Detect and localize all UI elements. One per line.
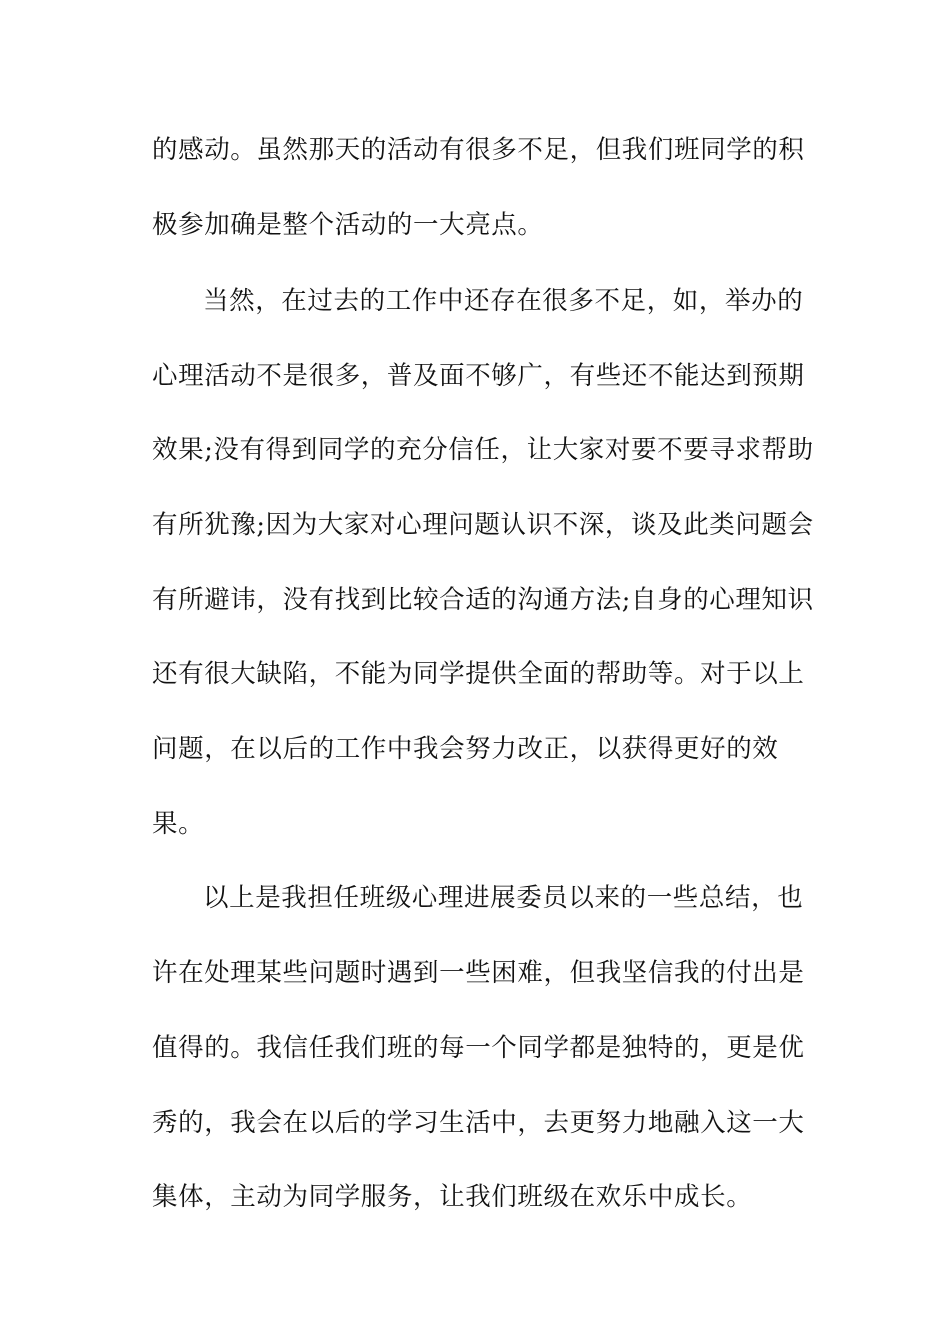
text-line: 果。: [152, 809, 205, 839]
text-line: 秀的，我会在以后的学习生活中，去更努力地融入这一大: [152, 1108, 805, 1138]
text-line: 问题，在以后的工作中我会努力改正，以获得更好的效: [152, 734, 779, 764]
text-line: 还有很大缺陷，不能为同学提供全面的帮助等。对于以上: [152, 659, 805, 689]
text-line: 极参加确是整个活动的一大亮点。: [152, 210, 544, 240]
text-line: 效果;没有得到同学的充分信任，让大家对要不要寻求帮助: [152, 435, 814, 465]
text-line: 集体，主动为同学服务，让我们班级在欢乐中成长。: [152, 1182, 753, 1212]
text-line: 的感动。虽然那天的活动有很多不足，但我们班同学的积: [152, 135, 805, 165]
text-line: 许在处理某些问题时遇到一些困难，但我坚信我的付出是: [152, 958, 805, 988]
text-line: 有所避讳，没有找到比较合适的沟通方法;自身的心理知识: [152, 585, 814, 615]
text-line: 值得的。我信任我们班的每一个同学都是独特的，更是优: [152, 1033, 805, 1063]
paragraph-start-line: 当然，在过去的工作中还存在很多不足，如，举办的: [203, 286, 804, 316]
text-line: 心理活动不是很多，普及面不够广，有些还不能达到预期: [152, 361, 805, 391]
paragraph-start-line: 以上是我担任班级心理进展委员以来的一些总结，也: [203, 883, 804, 913]
text-line: 有所犹豫;因为大家对心理问题认识不深，谈及此类问题会: [152, 510, 814, 540]
